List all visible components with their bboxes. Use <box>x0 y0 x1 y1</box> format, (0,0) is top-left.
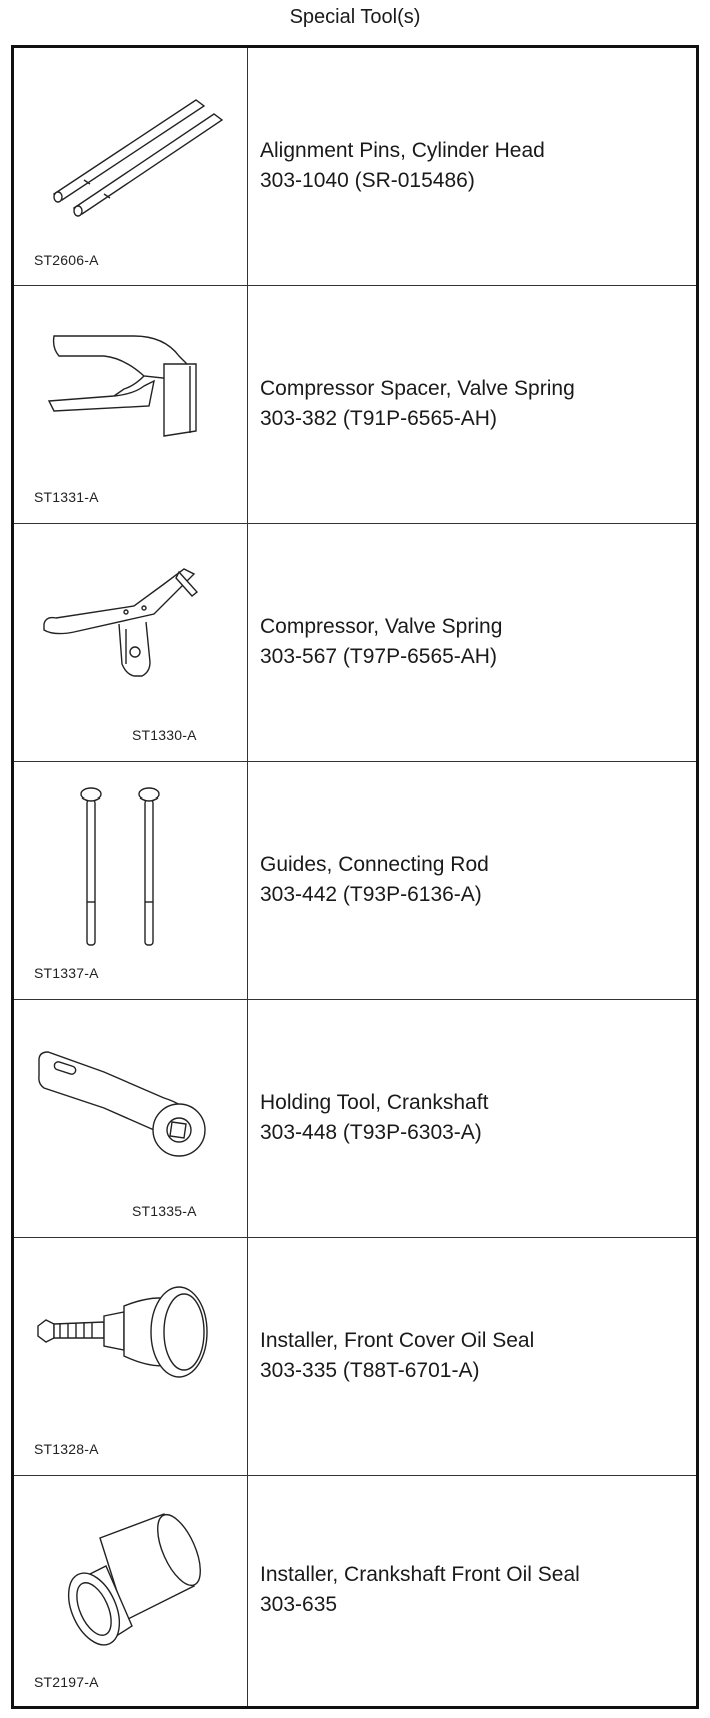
tool-code: ST1331-A <box>34 489 99 505</box>
tool-image-cell <box>14 1000 248 1237</box>
tool-code: ST2606-A <box>34 252 99 268</box>
tool-name: Compressor, Valve Spring <box>260 615 503 638</box>
tool-number: 303-635 <box>260 1593 338 1616</box>
tool-code: ST1337-A <box>34 965 99 981</box>
tool-description <box>260 1326 534 1386</box>
tool-description <box>260 612 502 672</box>
valve-spring-compressor-icon <box>14 524 248 762</box>
tool-number: 303-442 (T93P-6136-A) <box>260 883 482 906</box>
tool-row <box>14 524 696 762</box>
page-title: Special Tool(s) <box>289 6 421 28</box>
tool-code: ST1330-A <box>132 727 197 743</box>
alignment-pins-icon <box>14 48 248 286</box>
tool-code: ST1335-A <box>132 1203 197 1219</box>
tool-image-cell <box>14 286 248 523</box>
tool-name: Installer, Front Cover Oil Seal <box>260 1329 535 1352</box>
tool-image-cell <box>14 48 248 285</box>
tool-row <box>14 1000 696 1238</box>
tool-name: Alignment Pins, Cylinder Head <box>260 139 545 162</box>
tool-row <box>14 48 696 286</box>
tool-image-cell <box>14 1476 248 1706</box>
tool-code: ST1328-A <box>34 1441 99 1457</box>
tool-image-cell <box>14 524 248 761</box>
tool-name: Installer, Crankshaft Front Oil Seal <box>260 1563 580 1586</box>
tool-description <box>260 1088 488 1148</box>
tool-description <box>260 374 575 434</box>
tool-description <box>260 1560 580 1620</box>
tool-description <box>260 136 545 196</box>
tool-code: ST2197-A <box>34 1674 99 1690</box>
crankshaft-holding-tool-icon <box>14 1000 248 1238</box>
tool-row <box>14 1476 696 1706</box>
tool-image-cell <box>14 1238 248 1475</box>
tool-name: Holding Tool, Crankshaft <box>260 1091 489 1114</box>
tool-name: Guides, Connecting Rod <box>260 853 489 876</box>
tool-name: Compressor Spacer, Valve Spring <box>260 377 575 400</box>
tool-row <box>14 1238 696 1476</box>
tool-number: 303-382 (T91P-6565-AH) <box>260 407 497 430</box>
crankshaft-seal-installer-icon <box>14 1476 248 1706</box>
tool-number: 303-567 (T97P-6565-AH) <box>260 645 497 668</box>
tool-number: 303-448 (T93P-6303-A) <box>260 1121 482 1144</box>
tool-number: 303-1040 (SR-015486) <box>260 169 475 192</box>
special-tools-table <box>11 45 699 1709</box>
tool-description <box>260 850 489 910</box>
tool-image-cell <box>14 762 248 999</box>
tool-row <box>14 286 696 524</box>
tool-row <box>14 762 696 1000</box>
tool-number: 303-335 (T88T-6701-A) <box>260 1359 480 1382</box>
